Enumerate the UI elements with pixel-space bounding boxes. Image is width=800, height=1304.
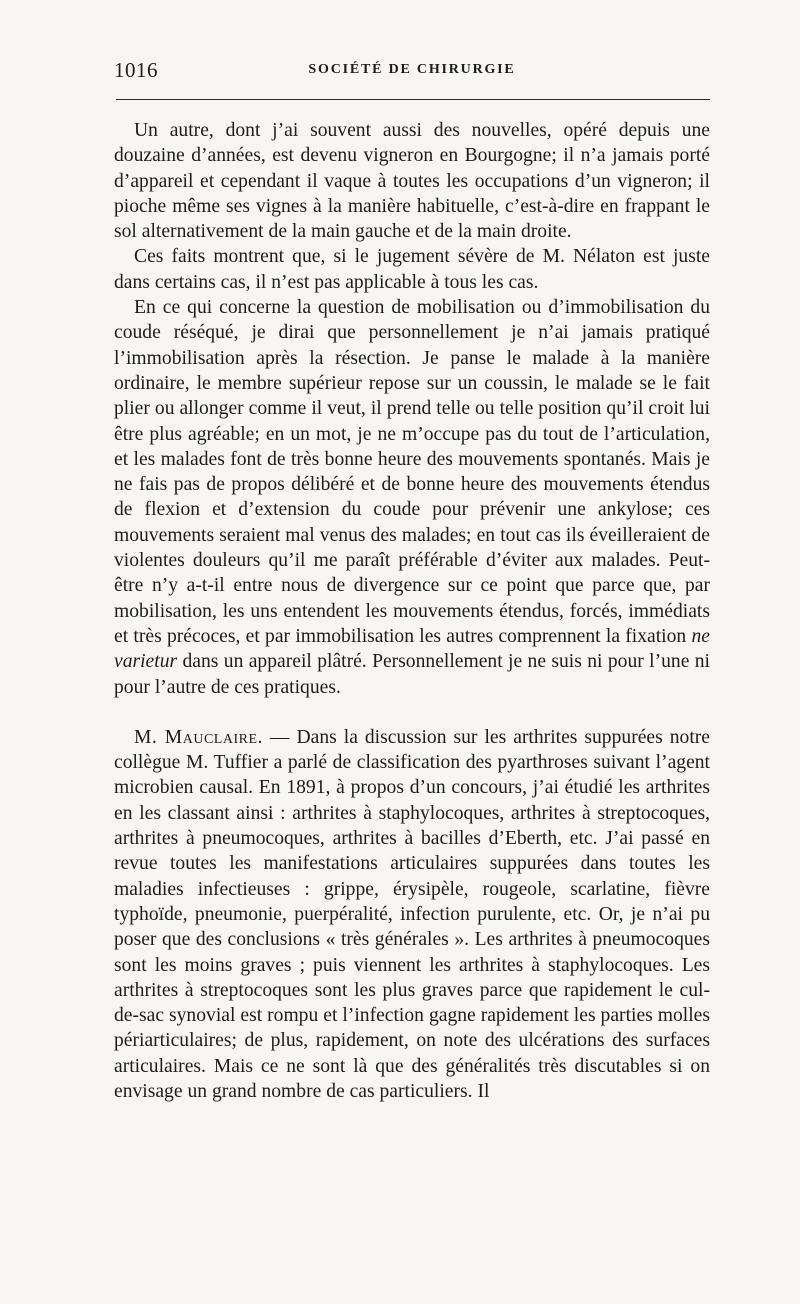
paragraph-2: Ces faits montrent que, si le jugement sévère de M. Nélaton est juste dans certains cas, il n’est pas applicable à tous les cas. (114, 246, 710, 293)
paragraph-1: Un autre, dont j’ai souvent aussi des nouvelles, opéré depuis une douzaine d’années, est devenu vigneron en Bourgogne; il n’a jamais porté d’appareil et cependant il vaque à toutes les occupations d’un vigneron; il pioche même ses vignes à la manière habituelle, c’est-à-dire en frappant le sol alternativement de la main gauche et de la main droite. (114, 120, 710, 243)
paragraph-3 (114, 295, 710, 700)
paragraph-4-text: — Dans la discussion sur les arthrites suppurées notre collègue M. Tuffier a parlé de classification des pyarthroses suivant l’agent microbien causal. En 1891, à propos d’un concours, j’ai étudié les arthrites en les classant ainsi : arthrites à staphylocoques, arthrites à streptocoques, arthrites à pneumocoques, arthrites à bacilles d’Eberth, etc. J’ai passé en revue toutes les manifestations articulaires suppurées dans toutes les maladies infectieuses : grippe, érysipèle, rougeole, scarlatine, fièvre typhoïde, pneumonie, puerpéralité, infection purulente, etc. Or, je n’ai pu poser que des conclusions « très générales ». Les arthrites à pneumocoques sont les moins graves ; puis viennent les arthrites à staphylocoques. Les arthrites à streptocoques sont les plus graves parce que rapidement le cul-de-sac synovial est rompu et l’infection gagne rapidement les parties molles périarticulaires; de plus, rapidement, on note des ulcérations des surfaces articulaires. Mais ce ne sont là que des généralités très discutables si on envisage un grand nombre de cas particuliers. Il (114, 726, 710, 1102)
running-head (114, 56, 710, 86)
header-rule (116, 99, 710, 100)
page-number: 1016 (114, 58, 158, 82)
latin-phrase: ne varietur (114, 625, 710, 673)
body-text (114, 118, 710, 1104)
paragraph-3-text-b: dans un appareil plâtré. Personnellement je ne suis ni pour l’une ni pour l’autre de ces pratiques. (114, 651, 710, 698)
running-title: SOCIÉTÉ DE CHIRURGIE (308, 62, 516, 77)
book-page (114, 56, 710, 1104)
section-gap (114, 700, 710, 725)
paragraph-4 (114, 725, 710, 1104)
paragraph-3-text-a: En ce qui concerne la question de mobilisation ou d’immobilisation du coude réséqué, je dirai que personnellement je n’ai jamais pratiqué l’immobilisation après la résection. Je panse le malade à la manière ordinaire, le membre supérieur repose sur un coussin, le malade se le fait plier ou allonger comme il veut, il prend telle ou telle position qu’il croit lui être plus agréable; en un mot, je ne m’occupe pas du tout de l’articulation, et les malades font de très bonne heure des mouvements spontanés. Mais je ne fais pas de propos délibéré et de bonne heure des mouvements étendus de flexion et d’extension du coude pour prévenir une ankylose; ces mouvements seraient mal venus des malades; en tout cas ils éveilleraient de violentes douleurs qu’il me paraît préférable d’éviter aux malades. Peut-être n’y a-t-il entre nous de divergence sur ce point que parce que, par mobilisation, les uns entendent les mouvements étendus, forcés, immédiats et très précoces, et par immobilisation les autres comprennent la fixation (114, 297, 710, 647)
speaker-name: M. Mauclaire. (134, 726, 263, 748)
